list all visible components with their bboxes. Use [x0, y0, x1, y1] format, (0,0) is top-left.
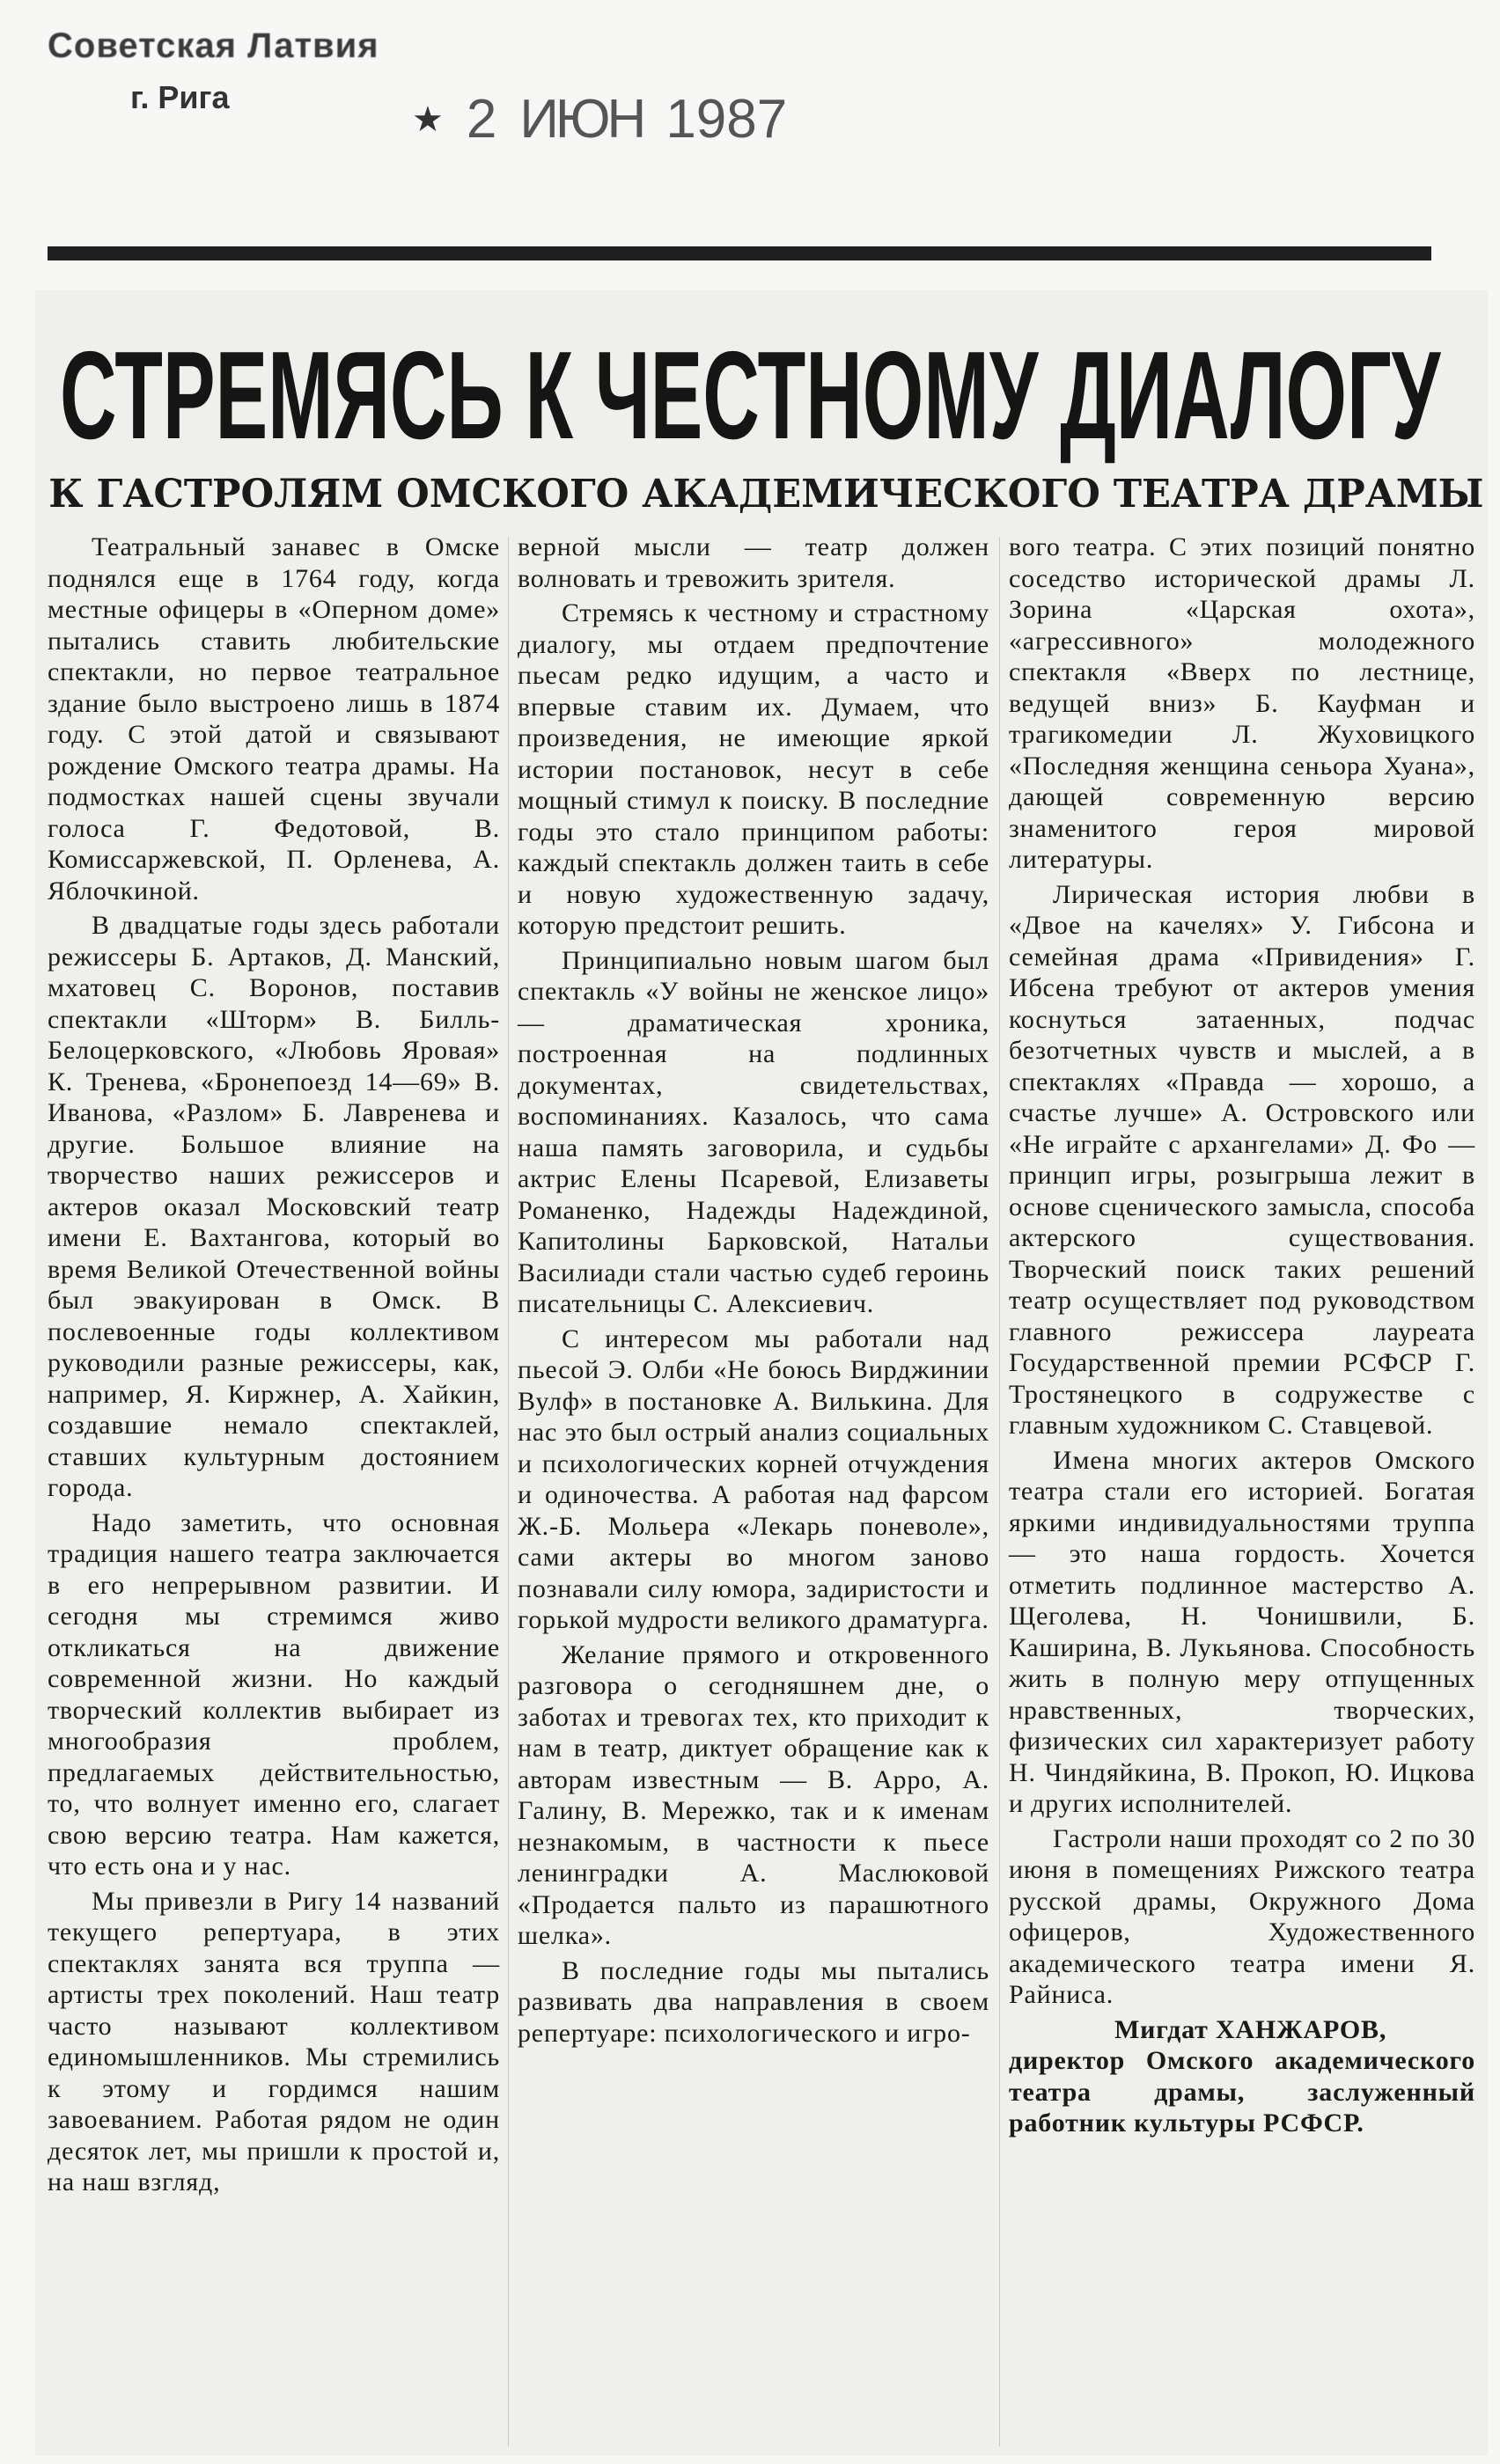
stamp-day: 2 — [466, 89, 497, 150]
stamp-year: 1987 — [665, 89, 788, 150]
article-column-3 — [1009, 532, 1475, 2143]
author-name: Мигдат ХАНЖАРОВ, — [1114, 2014, 1387, 2044]
paragraph: Лирическая история любви в «Двое на качелях» У. Гибсона и семейная драма «Привидения» Г. Ибсена требуют от актеров умения коснуться затаенных, подчас безотчетных чувств и мыслей, а в спектаклях «Правда — хорошо, а счастье лучше» А. Островского или «Не играйте с архангелами» Д. Фо — принцип игры, розыгрыша лежит в основе сценического замысла, способа актерского существования. Творческий поиск таких решений театр осуществляет под руководством главного режиссера лауреата Государственной премии РСФСР Г. Тростянецкого в содружестве с главным художником С. Ставцевой. — [1009, 879, 1475, 1440]
paragraph: верной мысли — театр должен волновать и тревожить зрителя. — [518, 532, 989, 593]
date-stamp — [412, 88, 787, 150]
paragraph: Надо заметить, что основная традиция нашего театра заключается в его непрерывном развитии. И сегодня мы стремимся живо откликаться на движение современной жизни. Но каждый творческий коллектив выбирает из многообразия проблем, предлагаемых действительностью, то, что волнует именно его, слагает свою версию театра. Нам кажется, что есть она и у нас. — [48, 1507, 500, 1881]
column-divider — [999, 537, 1000, 2446]
paragraph: Театральный занавес в Омске поднялся еще в 1764 году, когда местные офицеры в «Оперном доме» пытались ставить любительские спектакли, но первое театральное здание было выстроено лишь в 1874 году. С этой датой и связывают рождение Омского театра драмы. На подмостках нашей сцены звучали голоса Г. Федотовой, В. Комиссаржевской, П. Орленева, А. Яблочкиной. — [48, 532, 500, 906]
paragraph: Имена многих актеров Омского театра стали его историей. Богатая яркими индивидуальностями труппа — это наша гордость. Хочется отметить подлинное мастерство А. Щеголева, Н. Чонишвили, Б. Каширина, В. Лукьянова. Способность жить в полную меру отпущенных нравственных, творческих, физических сил характеризует работу Н. Чиндяйкина, В. Прокоп, Ю. Ицкова и других исполнителей. — [1009, 1445, 1475, 1818]
article-title: СТРЕМЯСЬ К ЧЕСТНОМУ ДИАЛОГУ — [60, 326, 1441, 466]
newspaper-city: г. Рига — [130, 79, 230, 115]
star-icon: ★ — [412, 99, 444, 139]
paragraph: В двадцатые годы здесь работали режиссеры Б. Артаков, Д. Манский, мхатовец С. Воронов, поставив спектакли «Шторм» В. Билль-Белоцерковского, «Любовь Яровая» К. Тренева, «Бронепоезд 14—69» В. Иванова, «Разлом» Б. Лавренева и другие. Большое влияние на творчество наших режиссеров и актеров оказал Московский театр имени Е. Вахтангова, который во время Великой Отечественной войны был эвакуирован в Омск. В послевоенные годы коллективом руководили разные режиссеры, как, например, Я. Киржнер, А. Хайкин, создавшие немало спектаклей, ставших культурным достоянием города. — [48, 911, 500, 1502]
author-signature — [1009, 2014, 1475, 2139]
paragraph: вого театра. С этих позиций понятно соседство исторической драмы Л. Зорина «Царская охота», «агрессивного» молодежного спектакля «Вверх по лестнице, ведущей вниз» Б. Кауфман и трагикомедии Л. Жуховицкого «Последняя женщина сеньора Хуана», дающей современную версию знаменитого героя мировой литературы. — [1009, 532, 1475, 874]
paragraph: С интересом мы работали над пьесой Э. Олби «Не боюсь Вирджинии Вулф» в постановке А. Вилькина. Для нас это был острый анализ социальных и психологических корней отчуждения и одиночества. А работая над фарсом Ж.-Б. Мольера «Лекарь поневоле», сами актеры во многом заново познавали силу юмора, задиристости и горькой мудрости великого драматурга. — [518, 1324, 989, 1634]
newspaper-name: Советская Латвия — [48, 26, 379, 65]
paragraph: Желание прямого и откровенного разговора о сегодняшнем дне, о заботах и тревогах тех, кто приходит к нам в театр, диктует обращение как к авторам известным — В. Арро, А. Галину, В. Мережко, так и к именам незнакомым, в частности к пьесе ленинградки А. Маслюковой «Продается пальто из парашютного шелка». — [518, 1639, 989, 1950]
paragraph: Гастроли наши проходят со 2 по 30 июня в помещениях Рижского театра русской драмы, Окружного Дома офицеров, Художественного академического театра имени Я. Райниса. — [1009, 1823, 1475, 2009]
paragraph: Мы привезли в Ригу 14 названий текущего репертуара, в этих спектаклях занята вся труппа — артисты трех поколений. Наш театр часто называют коллективом единомышленников. Мы стремились к этому и гордимся нашим завоеванием. Работая рядом не один десяток лет, мы пришли к простой и, на наш взгляд, — [48, 1886, 500, 2196]
stamp-month: ИЮН — [519, 89, 643, 150]
paragraph: В последние годы мы пытались развивать два направления в своем репертуаре: психологического и игро- — [518, 1955, 989, 2048]
column-divider — [508, 537, 509, 2446]
header-rule — [48, 246, 1431, 260]
paragraph: Стремясь к честному и страстному диалогу, мы отдаем предпочтение пьесам редко идущим, а часто и впервые ставим их. Думаем, что произведения, не имеющие яркой истории постановок, несут в себе мощный стимул к поиску. В последние годы это стало принципом работы: каждый спектакль должен таить в себе и новую художественную задачу, которую предстоит решить. — [518, 598, 989, 940]
author-role: директор Омского академического театра драмы, заслуженный работник культуры РСФСР. — [1009, 2046, 1475, 2138]
article-column-2 — [518, 532, 989, 2052]
article-column-1 — [48, 532, 500, 2202]
paragraph: Принципиально новым шагом был спектакль «У войны не женское лицо» — драматическая хроника, построенная на подлинных документах, свидетельствах, воспоминаниях. Казалось, что сама наша память заговорила, и судьбы актрис Елены Псаревой, Елизаветы Романенко, Надежды Надеждиной, Капитолины Барковской, Натальи Василиади стали частью судеб героинь писательницы С. Алексиевич. — [518, 945, 989, 1318]
article-subtitle: К ГАСТРОЛЯМ ОМСКОГО АКАДЕМИЧЕСКОГО ТЕАТРА ДРАМЫ — [48, 472, 1484, 517]
